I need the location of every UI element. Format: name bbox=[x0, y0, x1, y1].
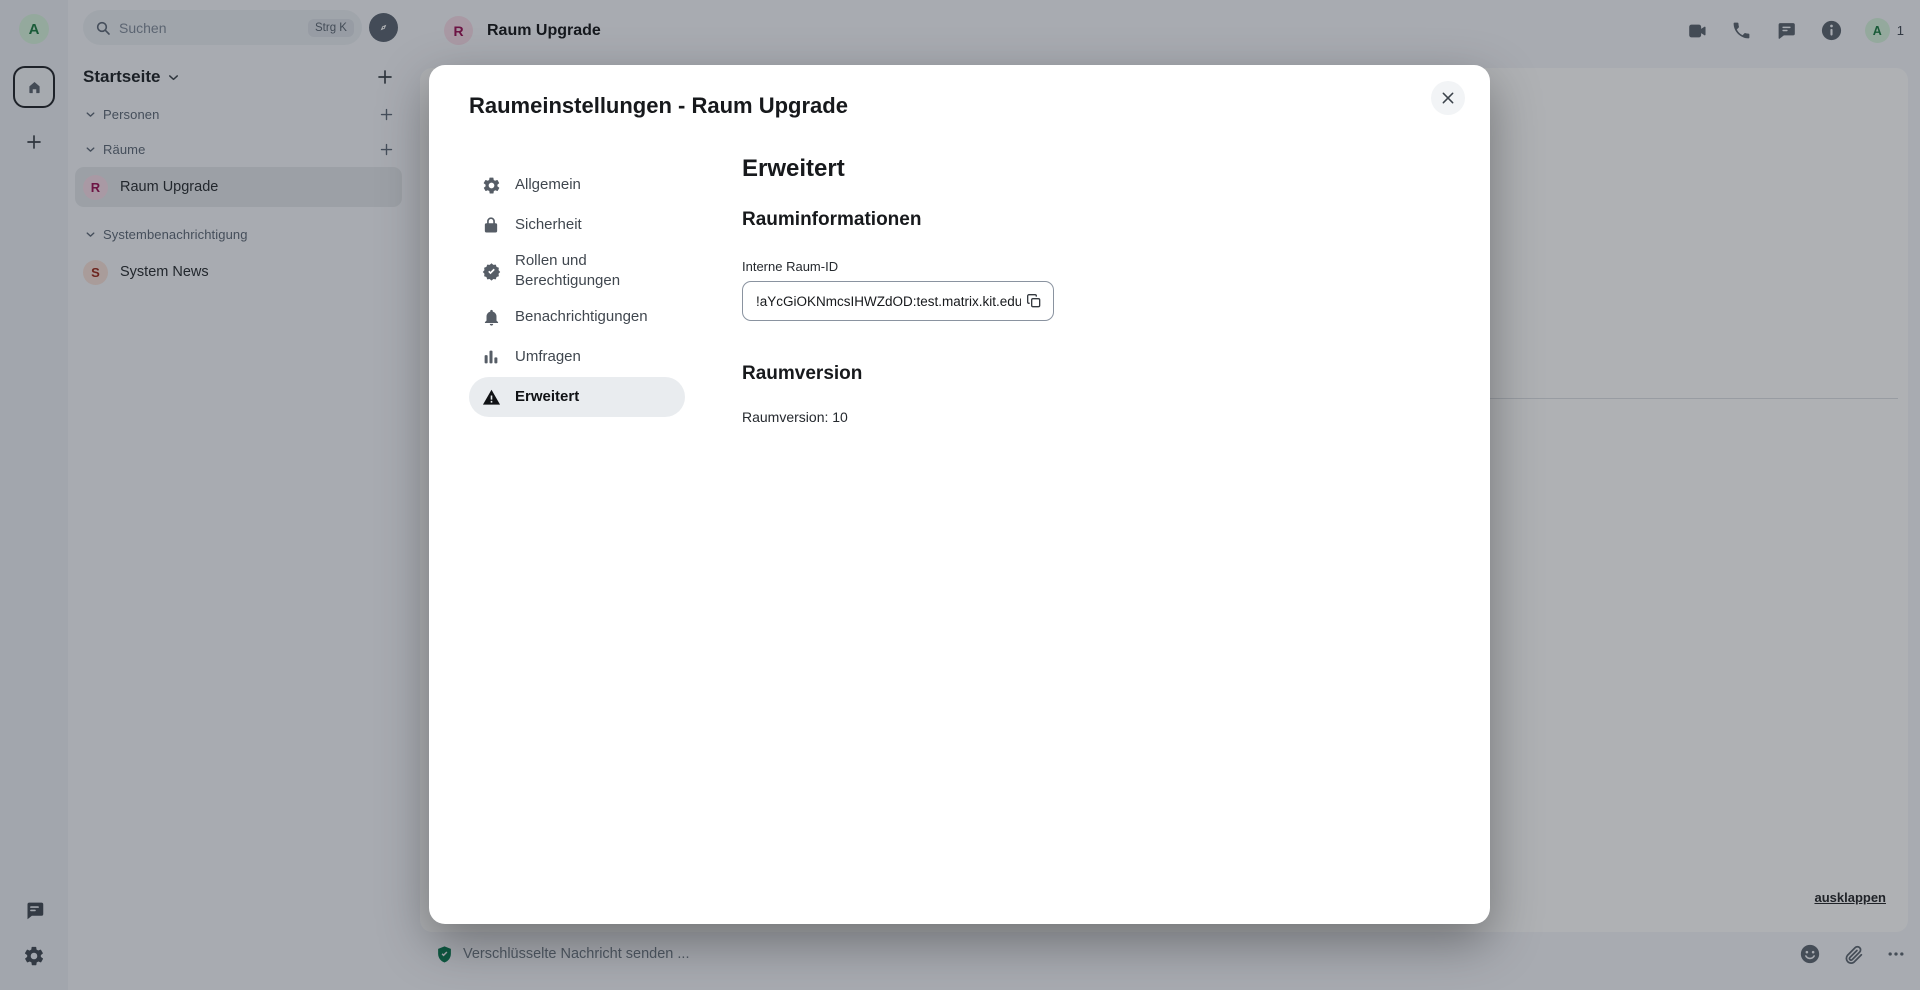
settings-tab-advanced[interactable] bbox=[469, 377, 685, 417]
room-name: Raum Upgrade bbox=[120, 179, 219, 195]
lock-icon bbox=[481, 215, 501, 235]
settings-content bbox=[742, 155, 1362, 425]
room-avatar-letter: R bbox=[453, 22, 464, 39]
polls-icon bbox=[481, 347, 501, 367]
settings-tab-polls[interactable] bbox=[469, 337, 685, 377]
room-avatar-letter: S bbox=[91, 264, 100, 280]
settings-nav bbox=[469, 165, 685, 417]
settings-tab-notifications[interactable] bbox=[469, 297, 685, 337]
search-shortcut-badge: Strg K bbox=[308, 19, 354, 37]
section-label: Räume bbox=[103, 142, 146, 157]
warning-icon bbox=[481, 387, 501, 407]
gear-icon bbox=[481, 175, 501, 195]
room-id-input[interactable] bbox=[754, 293, 1023, 310]
settings-tab-label: Allgemein bbox=[515, 176, 581, 193]
settings-tab-label: Sicherheit bbox=[515, 216, 582, 233]
avatar-letter: A bbox=[1872, 23, 1882, 38]
settings-tab-label: Rollen und Berechtigungen bbox=[515, 252, 621, 289]
space-title: Startseite bbox=[83, 67, 161, 86]
expand-composer-link[interactable]: ausklappen bbox=[1814, 890, 1886, 905]
settings-tab-label: Umfragen bbox=[515, 348, 581, 365]
room-header-title[interactable]: Raum Upgrade bbox=[487, 21, 601, 39]
room-avatar-letter: R bbox=[90, 179, 101, 195]
bell-icon bbox=[481, 307, 501, 327]
member-count: 1 bbox=[1896, 23, 1904, 38]
room-version-heading: Raumversion bbox=[742, 363, 863, 384]
composer-input[interactable]: Verschlüsselte Nachricht senden ... bbox=[463, 946, 690, 962]
close-dialog-button[interactable] bbox=[1431, 81, 1465, 115]
room-id-field-container bbox=[742, 281, 1054, 321]
settings-tab-security[interactable] bbox=[469, 205, 685, 245]
room-settings-dialog bbox=[429, 65, 1490, 924]
copy-room-id-button[interactable] bbox=[1023, 290, 1045, 312]
close-icon bbox=[1440, 90, 1456, 106]
room-name: System News bbox=[120, 264, 209, 280]
settings-tab-label: Benachrichtigungen bbox=[515, 308, 648, 325]
settings-tab-label: Erweitert bbox=[515, 388, 580, 405]
settings-tab-general[interactable] bbox=[469, 165, 685, 205]
settings-tab-roles-permissions[interactable] bbox=[469, 245, 685, 297]
section-label: Systembenachrichtigung bbox=[103, 227, 248, 242]
content-heading: Erweitert bbox=[742, 155, 845, 182]
avatar-letter: A bbox=[28, 20, 40, 38]
room-info-heading: Rauminformationen bbox=[742, 209, 922, 230]
room-id-label: Interne Raum-ID bbox=[742, 259, 839, 274]
room-version-value: Raumversion: 10 bbox=[742, 409, 848, 425]
section-label: Personen bbox=[103, 107, 160, 122]
dialog-title: Raumeinstellungen - Raum Upgrade bbox=[469, 93, 848, 118]
roles-badge-icon bbox=[481, 261, 501, 281]
